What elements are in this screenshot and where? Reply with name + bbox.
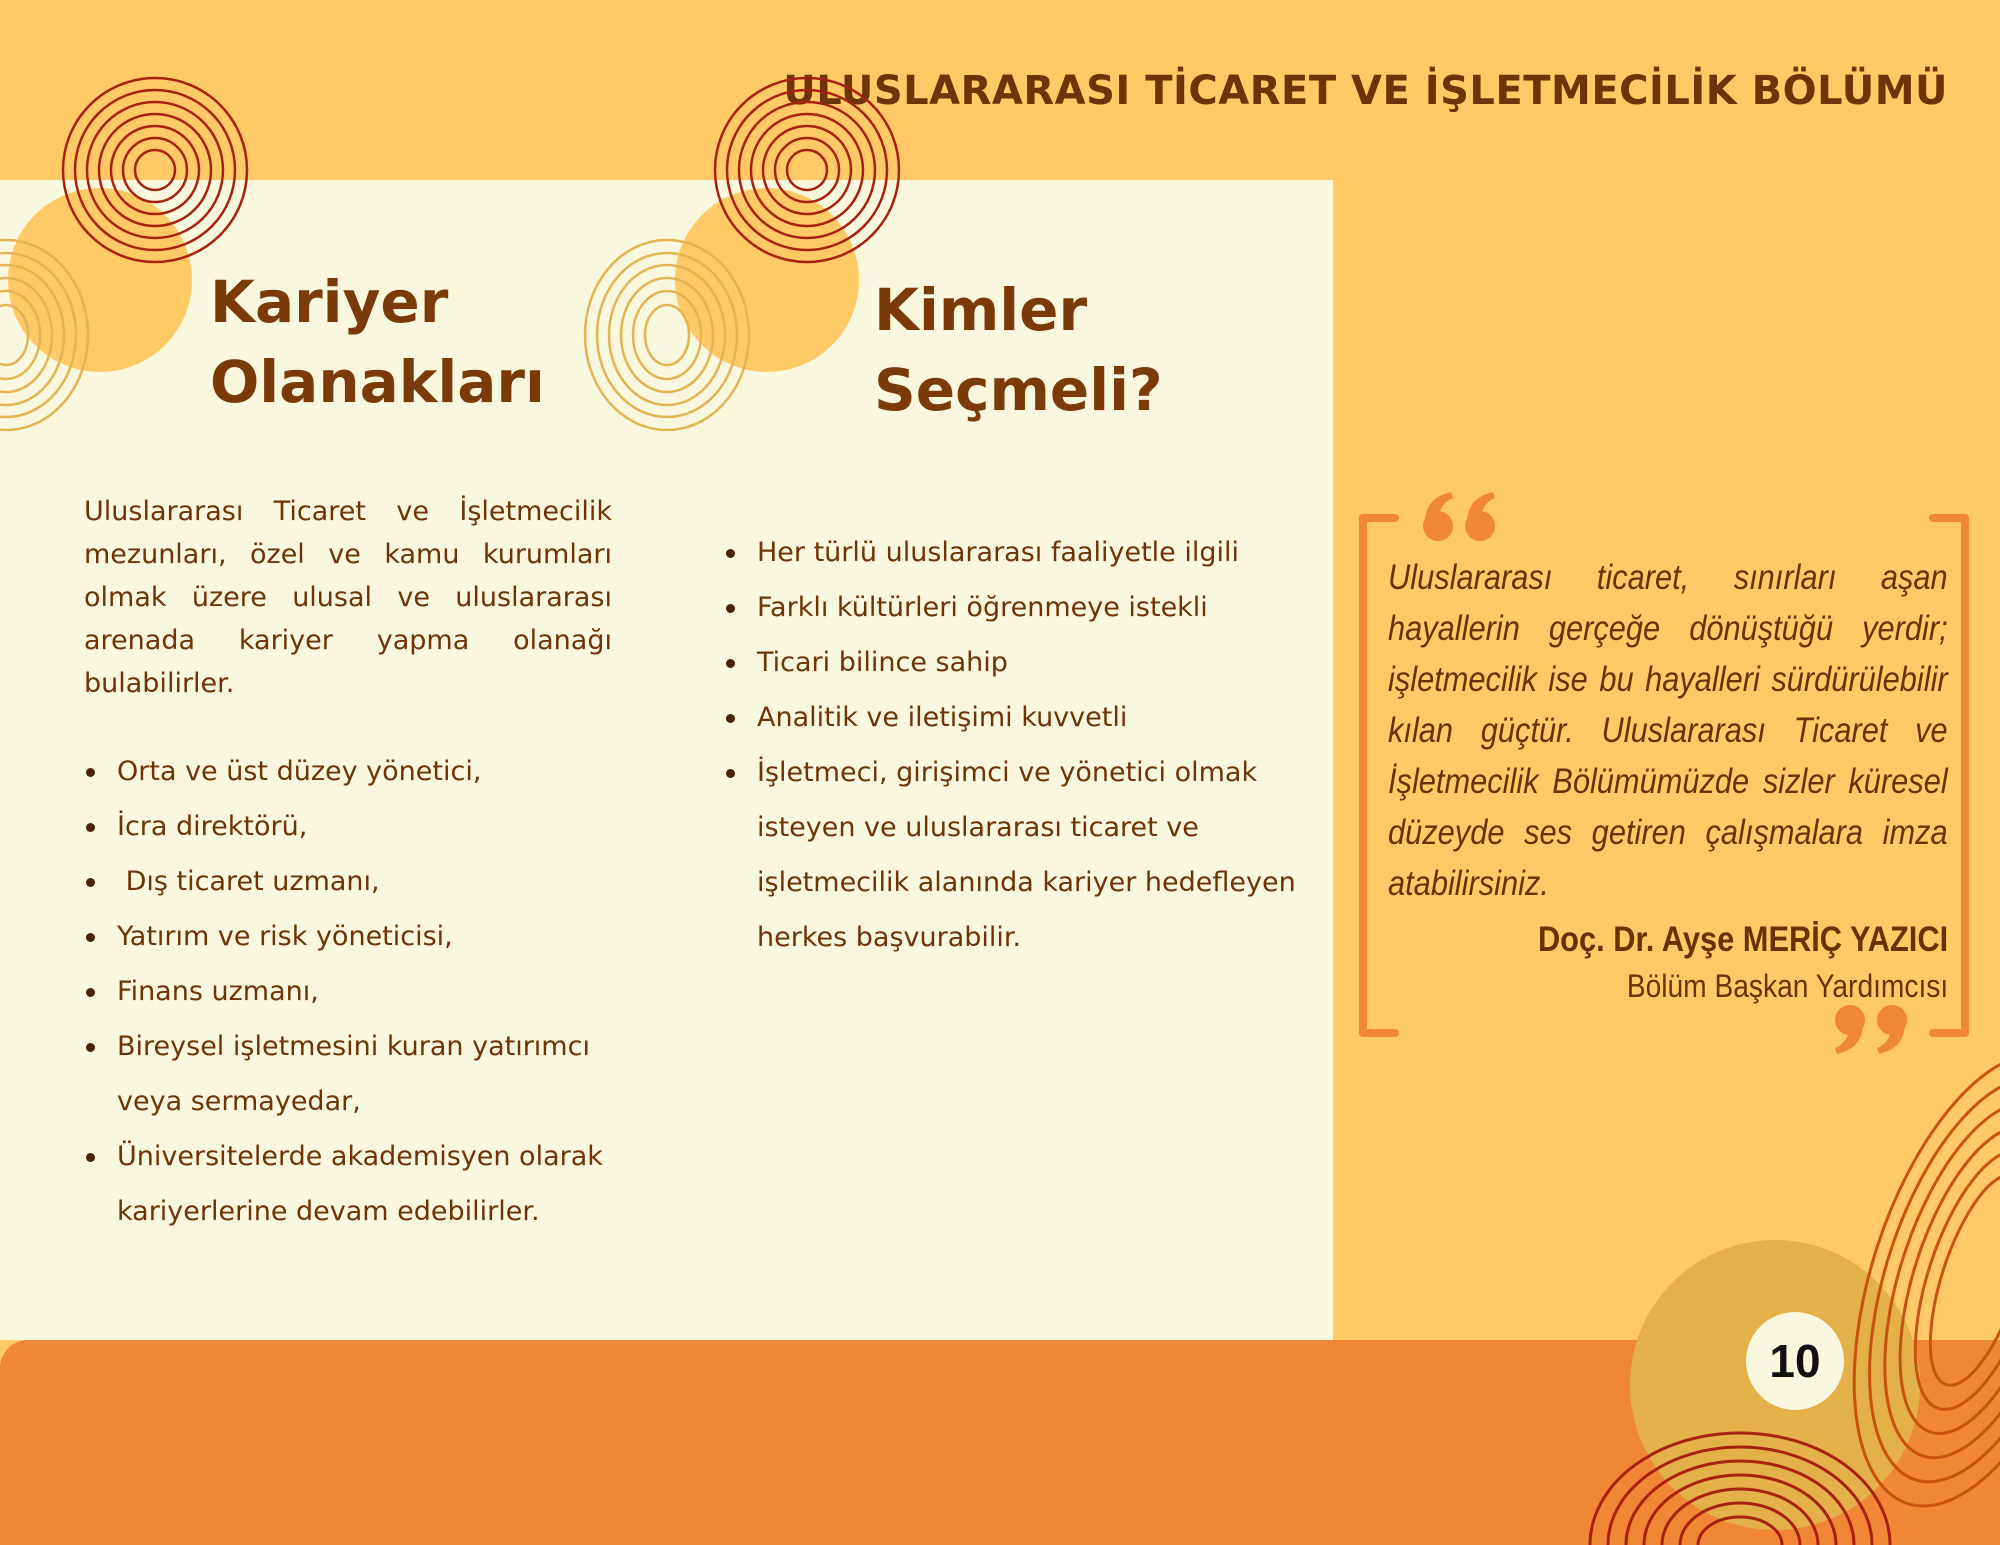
who-heading-line2: Seçmeli? [874, 356, 1163, 424]
list-item [84, 799, 644, 854]
list-item [84, 964, 644, 1019]
career-intro-paragraph: Uluslararası Ticaret ve İşletmecilik mezunları, özel ve kamu kurumları olmak üzere ulusal ve uluslararası arenada kariyer yapma olanağı bulabilirler. [84, 496, 612, 699]
list-item-text: Finans uzmanı, [117, 976, 319, 1007]
career-heading-line2: Olanakları [210, 348, 545, 416]
blob-circle-icon [8, 188, 192, 372]
bullet-icon [86, 823, 95, 832]
list-item [84, 909, 644, 964]
career-heading-line1: Kariyer [210, 268, 449, 336]
list-item-text: Analitik ve iletişimi kuvvetli [757, 702, 1128, 733]
quote-text: Uluslararası ticaret, sınırları aşan hayallerin gerçeğe dönüştüğü yerdir; işletmecilik ise bu hayalleri sürdürülebilir kılan güçtür. Uluslararası Ticaret ve İşletmecilik Bölümümüzde sizler küresel düzeyde ses getiren çalışmalara imza atabilirsiniz. [1388, 558, 1948, 903]
list-item-text: İcra direktörü, [117, 811, 308, 842]
list-item-text: Ticari bilince sahip [757, 647, 1008, 678]
list-item-text: Her türlü uluslararası faaliyetle ilgili [757, 537, 1239, 568]
list-item-text: Dış ticaret uzmanı, [117, 866, 380, 897]
list-item [724, 525, 1304, 580]
list-item [724, 635, 1304, 690]
who-heading [874, 270, 1163, 430]
quote-close-icon [1835, 1005, 1907, 1054]
list-item-text: Bireysel işletmesini kuran yatırımcı veya sermayedar, [117, 1031, 590, 1117]
bullet-icon [726, 549, 735, 558]
list-item [84, 1129, 677, 1239]
list-item [724, 745, 1304, 965]
career-heading [210, 262, 545, 422]
career-list [84, 744, 644, 1239]
list-item-text: İşletmeci, girişimci ve yönetici olmak isteyen ve uluslararası ticaret ve işletmecilik alanında kariyer hedefleyen herkes başvurabilir. [757, 757, 1296, 953]
bullet-icon [726, 659, 735, 668]
list-item [84, 1019, 637, 1129]
quote-open-icon [1423, 492, 1495, 541]
bullet-icon [86, 1043, 95, 1052]
list-item-text: Orta ve üst düzey yönetici, [117, 756, 482, 787]
list-item-text: Farklı kültürleri öğrenmeye istekli [757, 592, 1208, 623]
list-item-text: Yatırım ve risk yöneticisi, [117, 921, 453, 952]
bullet-icon [86, 768, 95, 777]
who-heading-line1: Kimler [874, 276, 1088, 344]
bullet-icon [86, 878, 95, 887]
bullet-icon [86, 988, 95, 997]
header-bar [0, 0, 2000, 180]
bullet-icon [86, 1153, 95, 1162]
page-number-badge: 10 [1746, 1312, 1844, 1410]
list-item [724, 580, 1304, 635]
wood-rings-light-icon [585, 240, 749, 430]
quote-author-role: Bölüm Başkan Yardımcısı [1626, 968, 1948, 1004]
department-title: ULUSLARARASI TİCARET VE İŞLETMECİLİK BÖLÜMÜ [783, 68, 1948, 114]
quote-author: Doç. Dr. Ayşe MERİÇ YAZICI [1537, 920, 1948, 959]
list-item [84, 854, 644, 909]
bullet-icon [86, 933, 95, 942]
list-item [724, 690, 1304, 745]
bullet-icon [726, 604, 735, 613]
list-item [84, 744, 644, 799]
who-list [724, 525, 1304, 965]
list-item-text: Üniversitelerde akademisyen olarak kariyerlerine devam edebilirler. [117, 1141, 603, 1227]
bullet-icon [726, 769, 735, 778]
bullet-icon [726, 714, 735, 723]
